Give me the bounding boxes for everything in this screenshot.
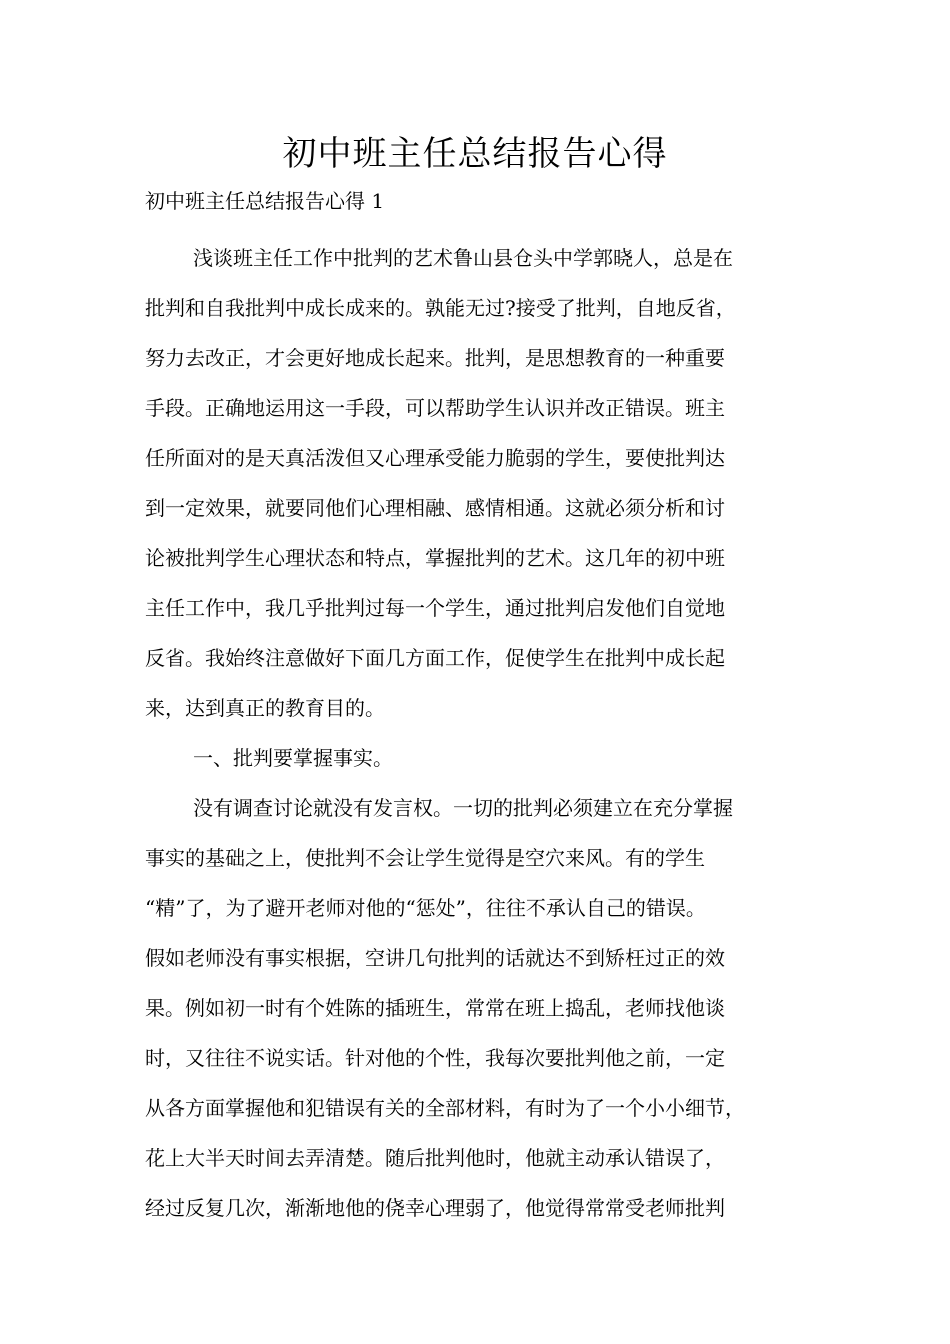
section-heading: 一、批判要掌握事实。 <box>193 746 393 770</box>
paragraph-line: 经过反复几次，渐渐地他的侥幸心理弱了，他觉得常常受老师批判 <box>145 1196 725 1220</box>
paragraph-line: 努力去改正，才会更好地成长起来。批判，是思想教育的一种重要 <box>145 346 725 370</box>
paragraph-line: 批判和自我批判中成长成来的。孰能无过?接受了批判，自地反省， <box>145 296 736 320</box>
paragraph-line: “精”了，为了避开老师对他的“惩处”，往往不承认自己的错误。 <box>145 896 706 920</box>
paragraph-line: 到一定效果，就要同他们心理相融、感情相通。这就必须分析和讨 <box>145 496 725 520</box>
paragraph-line: 主任工作中，我几乎批判过每一个学生，通过批判启发他们自觉地 <box>145 596 725 620</box>
paragraph-line: 来，达到真正的教育目的。 <box>145 696 385 720</box>
paragraph-line: 没有调查讨论就没有发言权。一切的批判必须建立在充分掌握 <box>193 796 733 820</box>
document-body <box>145 233 810 1233</box>
document-title: 初中班主任总结报告心得 <box>282 134 668 174</box>
paragraph-line: 手段。正确地运用这一手段，可以帮助学生认识并改正错误。班主 <box>145 396 725 420</box>
paragraph-line: 假如老师没有事实根据，空讲几句批判的话就达不到矫枉过正的效 <box>145 946 725 970</box>
paragraph-line: 事实的基础之上，使批判不会让学生觉得是空穴来风。有的学生 <box>145 846 705 870</box>
paragraph-line: 时，又往往不说实话。针对他的个性，我每次要批判他之前，一定 <box>145 1046 725 1070</box>
paragraph-line: 果。例如初一时有个姓陈的插班生，常常在班上捣乱，老师找他谈 <box>145 996 725 1020</box>
paragraph-line: 反省。我始终注意做好下面几方面工作，促使学生在批判中成长起 <box>145 646 725 670</box>
document-subtitle: 初中班主任总结报告心得 1 <box>145 189 385 213</box>
paragraph-line: 花上大半天时间去弄清楚。随后批判他时，他就主动承认错误了， <box>145 1146 725 1170</box>
paragraph-line: 任所面对的是天真活泼但又心理承受能力脆弱的学生，要使批判达 <box>145 446 725 470</box>
paragraph-line: 论被批判学生心理状态和特点，掌握批判的艺术。这几年的初中班 <box>145 546 725 570</box>
paragraph-line: 从各方面掌握他和犯错误有关的全部材料，有时为了一个小小细节， <box>145 1096 745 1120</box>
paragraph-line: 浅谈班主任工作中批判的艺术鲁山县仓头中学郭晓人，总是在 <box>193 246 733 270</box>
